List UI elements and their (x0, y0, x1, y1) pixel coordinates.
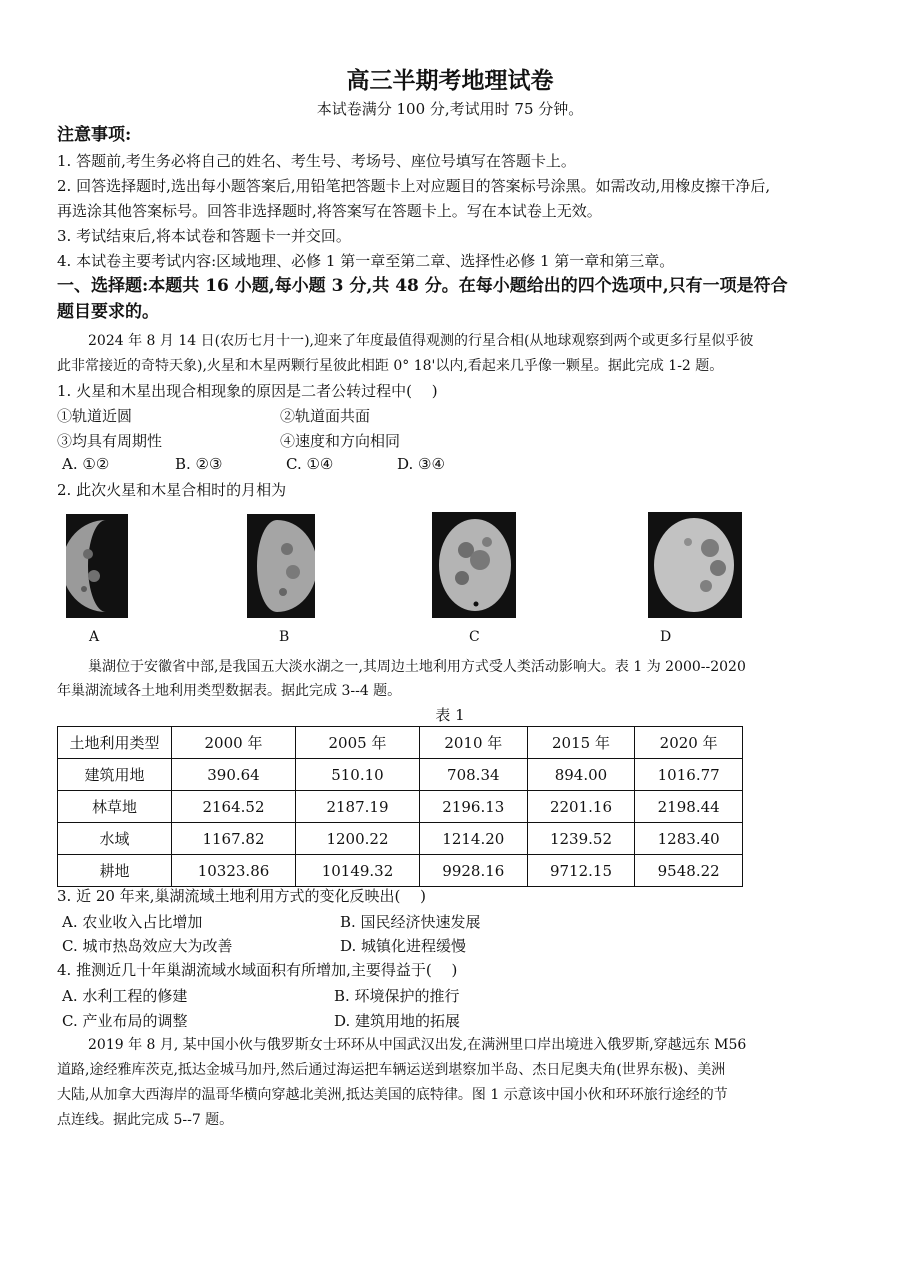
passage-2-line: 巢湖位于安徽省中部,是我国五大淡水湖之一,其周边土地利用方式受人类活动影响大。表 1 为 2000--2020 (88, 659, 746, 675)
table-cell: 10149.32 (295, 855, 419, 887)
table-cell: 林草地 (58, 791, 172, 823)
question-2-stem: 2. 此次火星和木星合相时的月相为 (57, 481, 287, 499)
table-cell: 2187.19 (295, 791, 419, 823)
passage-1-line: 此非常接近的奇特天象),火星和木星两颗行星彼此相距 0° 18'以内,看起来几乎像一颗星。据此完成 1-2 题。 (57, 358, 724, 374)
table-cell: 708.34 (419, 759, 527, 791)
q4-option-d[interactable]: D. 建筑用地的拓展 (334, 1012, 461, 1030)
q1-statement-2: ②轨道面共面 (280, 407, 371, 425)
notice-heading: 注意事项: (57, 125, 132, 145)
page-subtitle: 本试卷满分 100 分,考试用时 75 分钟。 (316, 100, 584, 118)
moon-phase-d-image[interactable] (648, 512, 742, 618)
question-4-stem: 4. 推测近几十年巢湖流域水域面积有所增加,主要得益于( ) (57, 961, 458, 979)
q4-option-c[interactable]: C. 产业布局的调整 (62, 1012, 188, 1030)
section-heading: 一、选择题:本题共 16 小题,每小题 3 分,共 48 分。在每小题给出的四个选项中,只有一项是符合 (57, 276, 788, 296)
q3-option-d[interactable]: D. 城镇化进程缓慢 (340, 937, 467, 955)
table-cell: 9548.22 (635, 855, 743, 887)
table-cell: 水域 (58, 823, 172, 855)
table-row (58, 759, 743, 791)
table-cell: 2164.52 (172, 791, 296, 823)
table-cell: 1283.40 (635, 823, 743, 855)
table-cell: 1016.77 (635, 759, 743, 791)
section-heading-cont: 题目要求的。 (57, 302, 159, 322)
moon-phase-b-image[interactable] (247, 514, 315, 618)
table-cell: 9928.16 (419, 855, 527, 887)
q1-statement-4: ④速度和方向相同 (280, 432, 401, 450)
question-1-stem: 1. 火星和木星出现合相现象的原因是二者公转过程中( ) (57, 382, 438, 400)
table-row (58, 855, 743, 887)
moon-phase-a-image[interactable] (66, 514, 128, 618)
q1-option-b[interactable]: B. ②③ (175, 455, 223, 473)
moon-label-a: A (89, 629, 100, 645)
q3-option-a[interactable]: A. 农业收入占比增加 (62, 913, 203, 931)
table-cell: 10323.86 (172, 855, 296, 887)
moon-label-b: B (279, 629, 290, 645)
table-header-cell: 土地利用类型 (58, 727, 172, 759)
table-cell: 9712.15 (527, 855, 635, 887)
notice-item: 3. 考试结束后,将本试卷和答题卡一并交回。 (57, 227, 351, 245)
table-header-cell: 2010 年 (419, 727, 527, 759)
passage-3-line: 道路,途经雅库茨克,抵达金城马加丹,然后通过海运把车辆运送到堪察加半岛、杰日尼奥夫角(世界东极)、美洲 (57, 1062, 726, 1078)
table-header-cell: 2020 年 (635, 727, 743, 759)
moon-label-d: D (660, 629, 672, 645)
q1-option-d[interactable]: D. ③④ (397, 455, 445, 473)
table-cell: 建筑用地 (58, 759, 172, 791)
passage-2-line: 年巢湖流域各土地利用类型数据表。据此完成 3--4 题。 (57, 683, 402, 699)
table-header-row (58, 727, 743, 759)
table-cell: 1239.52 (527, 823, 635, 855)
page-title: 高三半期考地理试卷 (346, 67, 554, 94)
table-header-cell: 2000 年 (172, 727, 296, 759)
moon-phase-c-image[interactable] (432, 512, 516, 618)
notice-item: 1. 答题前,考生务必将自己的姓名、考生号、考场号、座位号填写在答题卡上。 (57, 152, 576, 170)
moon-label-c: C (469, 629, 480, 645)
table-row (58, 823, 743, 855)
table-cell: 1167.82 (172, 823, 296, 855)
q3-option-b[interactable]: B. 国民经济快速发展 (340, 913, 481, 931)
q1-option-c[interactable]: C. ①④ (286, 455, 334, 473)
table-header-cell: 2005 年 (295, 727, 419, 759)
passage-3-line: 点连线。据此完成 5--7 题。 (57, 1112, 234, 1128)
table-cell: 2201.16 (527, 791, 635, 823)
table-cell: 耕地 (58, 855, 172, 887)
q1-statement-1: ①轨道近圆 (57, 407, 133, 425)
table-cell: 894.00 (527, 759, 635, 791)
notice-item: 4. 本试卷主要考试内容:区域地理、必修 1 第一章至第二章、选择性必修 1 第一章和第三章。 (57, 252, 675, 270)
table-caption: 表 1 (435, 706, 465, 724)
passage-3-line: 2019 年 8 月, 某中国小伙与俄罗斯女士环环从中国武汉出发,在满洲里口岸出境进入俄罗斯,穿越远东 M56 (88, 1037, 747, 1053)
table-cell: 1214.20 (419, 823, 527, 855)
table-cell: 390.64 (172, 759, 296, 791)
q1-statement-3: ③均具有周期性 (57, 432, 163, 450)
table-cell: 1200.22 (295, 823, 419, 855)
q4-option-b[interactable]: B. 环境保护的推行 (334, 987, 460, 1005)
table-cell: 510.10 (295, 759, 419, 791)
question-3-stem: 3. 近 20 年来,巢湖流域土地利用方式的变化反映出( ) (57, 887, 426, 905)
passage-3-line: 大陆,从加拿大西海岸的温哥华横向穿越北美洲,抵达美国的底特律。图 1 示意该中国小伙和环环旅行途经的节 (57, 1087, 728, 1103)
notice-item: 2. 回答选择题时,选出每小题答案后,用铅笔把答题卡上对应题目的答案标号涂黑。如需改动,用橡皮擦干净后, (57, 177, 771, 195)
table-header-cell: 2015 年 (527, 727, 635, 759)
land-use-table (57, 726, 743, 887)
notice-item: 再选涂其他答案标号。回答非选择题时,将答案写在答题卡上。写在本试卷上无效。 (57, 202, 602, 220)
passage-1-line: 2024 年 8 月 14 日(农历七月十一),迎来了年度最值得观测的行星合相(从地球观察到两个或更多行星似乎彼 (88, 333, 754, 349)
table-cell: 2198.44 (635, 791, 743, 823)
q3-option-c[interactable]: C. 城市热岛效应大为改善 (62, 937, 233, 955)
q1-option-a[interactable]: A. ①② (62, 455, 110, 473)
table-cell: 2196.13 (419, 791, 527, 823)
q4-option-a[interactable]: A. 水利工程的修建 (62, 987, 188, 1005)
table-row (58, 791, 743, 823)
